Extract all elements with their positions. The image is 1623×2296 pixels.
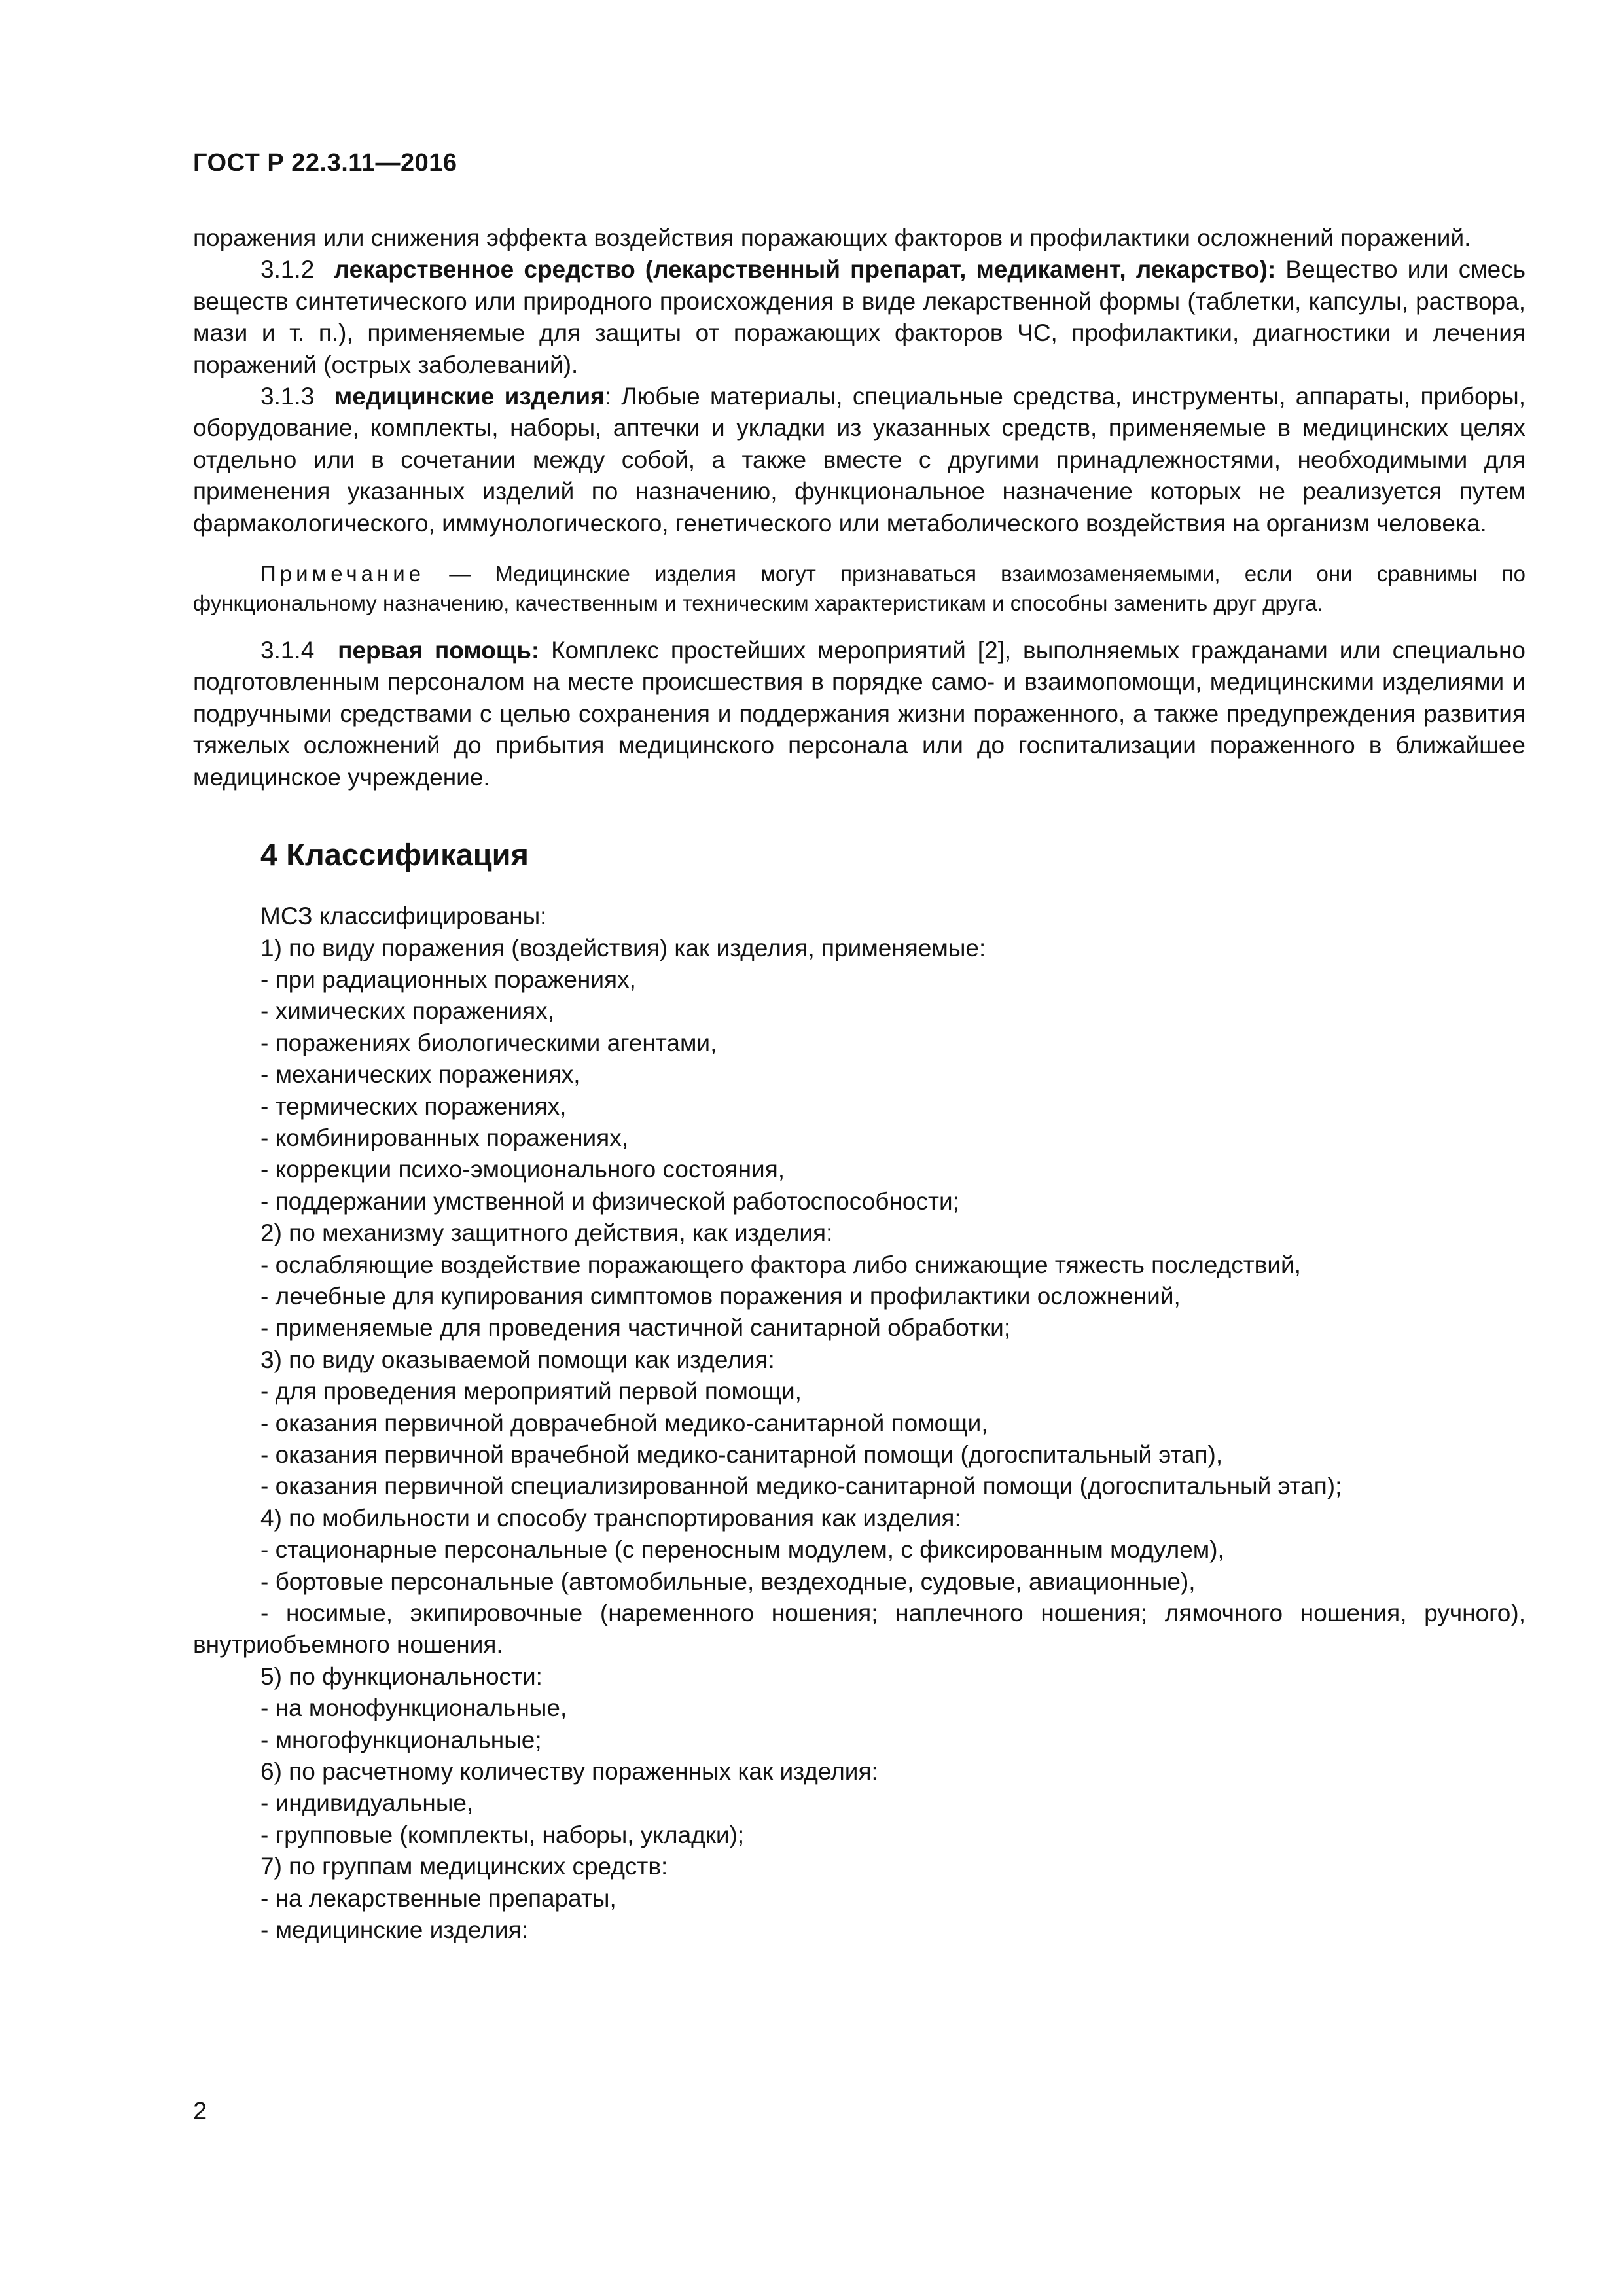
note-paragraph <box>193 559 1525 618</box>
classification-list-item: - на монофункциональные, <box>260 1695 567 1722</box>
classification-list-item: - применяемые для проведения частичной санитарной обработки; <box>260 1314 1011 1342</box>
definition-term: медицинские изделия <box>334 383 605 410</box>
classification-list-item: - стационарные персональные (с переносным модулем, с фиксированным модулем), <box>260 1536 1224 1564</box>
classification-list-item: 1) по виду поражения (воздействия) как изделия, применяемые: <box>260 934 986 961</box>
classification-list-item: - бортовые персональные (автомобильные, вездеходные, судовые, авиационные), <box>260 1568 1196 1595</box>
classification-list-item: - коррекции психо-эмоционального состояния, <box>260 1156 785 1183</box>
definition-term: лекарственное средство (лекарственный препарат, медикамент, лекарство): <box>334 256 1276 283</box>
classification-list-item: 6) по расчетному количеству пораженных как изделия: <box>260 1758 878 1785</box>
section-4-title: 4 Классификация <box>260 837 529 872</box>
definition-term: первая помощь: <box>338 637 540 664</box>
classification-list-item: - оказания первичной доврачебной медико-санитарной помощи, <box>260 1409 988 1437</box>
definition-3-1-2 <box>193 254 1525 381</box>
classification-list-item: - лечебные для купирования симптомов поражения и профилактики осложнений, <box>260 1282 1181 1310</box>
classification-list-item: 3) по виду оказываемой помощи как изделия: <box>260 1346 775 1373</box>
classification-list-item: - на лекарственные препараты, <box>260 1884 616 1912</box>
classification-list-item: - оказания первичной врачебной медико-санитарной помощи (догоспитальный этап), <box>260 1441 1223 1468</box>
definition-number: 3.1.4 <box>260 637 315 664</box>
classification-list-item: - при радиационных поражениях, <box>260 965 636 993</box>
classification-list-item: - оказания первичной специализированной медико-санитарной помощи (догоспитальный этап); <box>260 1473 1342 1500</box>
classification-list-item: 2) по механизму защитного действия, как изделия: <box>260 1219 833 1247</box>
continuation-paragraph: поражения или снижения эффекта воздействия поражающих факторов и профилактики осложнений поражений. <box>193 224 1471 251</box>
classification-list-item: 5) по функциональности: <box>260 1662 543 1690</box>
classification-list-item: - химических поражениях, <box>260 997 554 1025</box>
classification-list-item-wrapped: - носимые, экипировочные (наременного ношения; наплечного ношения; лямочного ношения, ручного), внутриобъемного ношения. <box>193 1600 1525 1659</box>
classification-list-item: - ослабляющие воздействие поражающего фактора либо снижающие тяжесть последствий, <box>260 1251 1301 1278</box>
classification-list-item: - групповые (комплекты, наборы, укладки); <box>260 1821 745 1848</box>
note-text: — Медицинские изделия могут признаваться взаимозаменяемыми, если они сравнимы по функциональному назначению, качественным и техническим характеристикам и способны заменить друг друга. <box>193 562 1525 616</box>
classification-list-continued <box>193 1661 1525 1946</box>
definition-3-1-4 <box>193 635 1525 793</box>
classification-list-item: 7) по группам медицинских средств: <box>260 1853 668 1880</box>
classification-list-item: - комбинированных поражениях, <box>260 1124 628 1151</box>
definition-number: 3.1.3 <box>260 383 315 410</box>
classification-list-item: - многофункциональные; <box>260 1726 542 1753</box>
classification-list-item: - термических поражениях, <box>260 1092 567 1120</box>
definition-text: Комплекс простейших мероприятий [2], выполняемых гражданами или специально подготовленным персоналом на месте происшествия в порядке само- и взаимопомощи, медицинскими изделиями и подручными средствами с целью сохранения и поддержания жизни пораженного, а также предупреждения развития тяжелых осложнений до прибытия медицинского персонала или до госпитализации пораженного в ближайшее медицинское учреждение. <box>193 637 1526 791</box>
classification-list-item: МСЗ классифицированы: <box>260 903 547 930</box>
document-body <box>193 223 1525 1946</box>
page-number: 2 <box>193 2098 207 2125</box>
definition-text: Вещество или смесь веществ синтетического или природного происхождения в виде лекарственной формы (таблетки, капсулы, раствора, мази и т. п.), применяемые для защиты от поражающих факторов ЧС, профилактики, диагностики и лечения поражений (острых заболеваний). <box>193 256 1526 378</box>
classification-list-item: - поражениях биологическими агентами, <box>260 1029 717 1056</box>
classification-list-item: - индивидуальные, <box>260 1789 474 1817</box>
classification-list-item: - медицинские изделия: <box>260 1916 528 1944</box>
classification-list-item: - для проведения мероприятий первой помощи, <box>260 1378 802 1405</box>
definition-number: 3.1.2 <box>260 256 315 283</box>
definition-3-1-3 <box>193 381 1525 539</box>
note-label: Примечание <box>260 562 425 586</box>
definition-text: : Любые материалы, специальные средства, инструменты, аппараты, приборы, оборудование, комплекты, наборы, аптечки и укладки из указанных средств, применяемые в медицинских целях отдельно или в сочетании между собой, а также вместе с другими принадлежностями, необходимыми для применения указанных изделий по назначению, функциональное назначение которых не реализуется путем фармакологического, иммунологического, генетического или метаболического воздействия на организм человека. <box>193 383 1525 537</box>
classification-list-item: 4) по мобильности и способу транспортирования как изделия: <box>260 1504 961 1532</box>
classification-list-item: - механических поражениях, <box>260 1061 580 1088</box>
classification-list <box>193 901 1525 1598</box>
document-header-id: ГОСТ Р 22.3.11—2016 <box>193 149 457 177</box>
classification-list-item: - поддержании умственной и физической работоспособности; <box>260 1187 959 1215</box>
